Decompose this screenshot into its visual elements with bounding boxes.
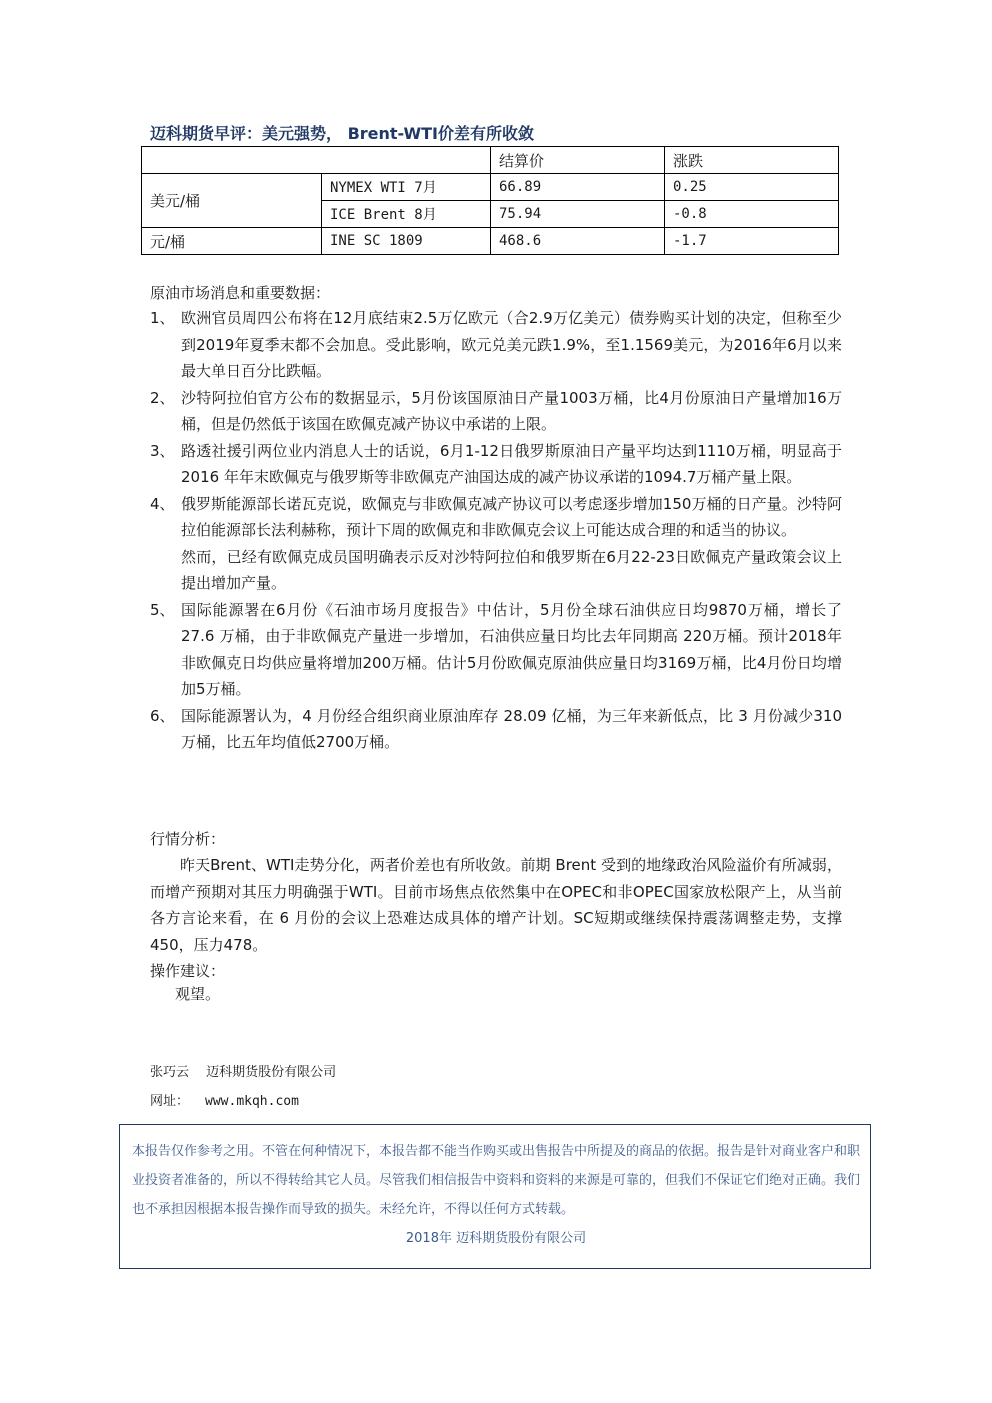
- contract-cell: NYMEX WTI 7月: [322, 174, 491, 201]
- advice-text: 观望。: [175, 985, 221, 1003]
- news-section-title: 原油市场消息和重要数据：: [150, 284, 331, 302]
- change-cell: -0.8: [665, 201, 839, 228]
- disclaimer-box: [119, 1124, 871, 1269]
- price-cell: 468.6: [491, 228, 665, 255]
- author-line: 张巧云 迈科期货股份有限公司: [150, 1065, 337, 1080]
- list-item: [150, 438, 842, 491]
- website-label: 网址：: [150, 1094, 190, 1109]
- contract-cell: INE SC 1809: [322, 228, 491, 255]
- item-number: 6、: [150, 706, 175, 725]
- analysis-paragraph: 昨天Brent、WTI走势分化，两者价差也有所收敛。前期 Brent 受到的地缘政治风险溢价有所减弱，而增产预期对其压力明确强于WTI。目前市场焦点依然集中在OPEC和非OPEC国家放松限产上，从当前各方言论来看，在 6 月份的会议上恐难达成具体的增产计划。SC短期或继续保持震荡调整走势，支撑450，压力478。: [150, 856, 842, 954]
- price-cell: 66.89: [491, 174, 665, 201]
- item-text: 欧洲官员周四公布将在12月底结束2.5万亿欧元（合2.9万亿美元）债券购买计划的决定，但称至少到2019年夏季末都不会加息。受此影响，欧元兑美元跌1.9%，至1.1569美元，为2016年6月以来最大单日百分比跌幅。: [181, 309, 842, 380]
- item-text: 国际能源署认为，4 月份经合组织商业原油库存 28.09 亿桶，为三年来新低点，比 3 月份减少310万桶，比五年均值低2700万桶。: [181, 706, 842, 751]
- item-number: 1、: [150, 309, 175, 327]
- table-row: [142, 228, 839, 255]
- list-item: [150, 703, 842, 756]
- item-text: 沙特阿拉伯官方公布的数据显示，5月份该国原油日产量1003万桶，比4月份原油日产量增加16万桶，但是仍然低于该国在欧佩克减产协议中承诺的上限。: [181, 388, 842, 433]
- table-row: [142, 174, 839, 201]
- list-item: [150, 491, 842, 544]
- item-text: 国际能源署在6月份《石油市场月度报告》中估计，5月份全球石油供应日均9870万桶，增长了 27.6 万桶，由于非欧佩克产量进一步增加，石油供应量日均比去年同期高 220万桶。预计2018年非欧佩克日均供应量将增加200万桶。估计5月份欧佩克原油供应量日均3169万桶，比4月份日均增加5万桶。: [181, 600, 842, 698]
- item-number: 4、: [150, 494, 175, 513]
- contract-cell: ICE Brent 8月: [322, 201, 491, 228]
- price-table: [141, 146, 839, 255]
- item-number: 2、: [150, 388, 175, 407]
- item-text: 俄罗斯能源部长诺瓦克说，欧佩克与非欧佩克减产协议可以考虑逐步增加150万桶的日产量。沙特阿拉伯能源部长法利赫称，预计下周的欧佩克和非欧佩克会议上可能达成合理的和适当的协议。: [181, 494, 842, 539]
- item-continuation-text: 然而，已经有欧佩克成员国明确表示反对沙特阿拉伯和俄罗斯在6月22-23日欧佩克产量政策会议上提出增加产量。: [181, 547, 842, 592]
- item-text: 路透社援引两位业内消息人士的话说，6月1-12日俄罗斯原油日产量平均达到1110万桶，明显高于 2016 年年末欧佩克与俄罗斯等非欧佩克产油国达成的减产协议承诺的1094.7万桶产量上限。: [181, 441, 842, 486]
- table-header-blank: [142, 147, 491, 174]
- analysis-section-title: 行情分析：: [150, 830, 226, 848]
- change-cell: 0.25: [665, 174, 839, 201]
- table-header-change: 涨跌: [665, 147, 839, 174]
- table-header-row: [142, 147, 839, 174]
- list-item: [150, 305, 842, 385]
- copyright-text: 2018年 迈科期货股份有限公司: [405, 1231, 587, 1246]
- item-number: 5、: [150, 600, 175, 619]
- item-number: 3、: [150, 441, 175, 460]
- change-cell: -1.7: [665, 228, 839, 255]
- disclaimer-text: 本报告仅作参考之用。不管在何种情况下，本报告都不能当作购买或出售报告中所提及的商品的依据。报告是针对商业客户和职业投资者准备的，所以不得转给其它人员。尽管我们相信报告中资料和资料的来源是可靠的，但我们不保证它们绝对正确。我们也不承担因根据本报告操作而导致的损失。未经允许，不得以任何方式转载。: [132, 1144, 861, 1217]
- list-item: [150, 385, 842, 438]
- unit-usd-cell: 美元/桶: [142, 174, 322, 228]
- advice-section-title: 操作建议：: [150, 962, 226, 980]
- website-line: [150, 1090, 299, 1109]
- table-header-price: 结算价: [491, 147, 665, 174]
- report-title: 迈科期货早评：美元强势， Brent-WTI价差有所收敛: [150, 124, 534, 143]
- news-list: [150, 305, 842, 756]
- website-link[interactable]: www.mkqh.com: [205, 1094, 299, 1109]
- list-item: [150, 597, 842, 703]
- price-cell: 75.94: [491, 201, 665, 228]
- unit-cny-cell: 元/桶: [142, 228, 322, 255]
